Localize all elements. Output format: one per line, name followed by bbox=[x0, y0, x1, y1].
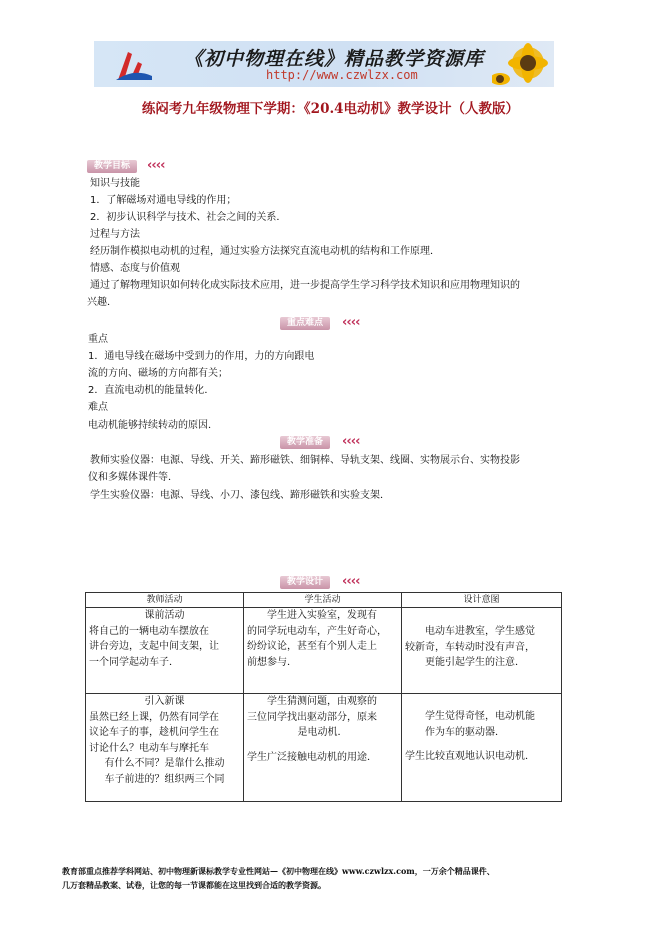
chevron-arrows-icon: ‹‹‹‹ bbox=[342, 315, 360, 330]
footer-line: 几万套精品教案、试卷，让您的每一节课都能在这里找到合适的教学资源。 bbox=[62, 880, 326, 890]
text-line: 知识与技能 bbox=[90, 178, 140, 189]
text-line: 经历制作模拟电动机的过程，通过实验方法探究直流电动机的结构和工作原理． bbox=[90, 246, 440, 257]
table-row bbox=[86, 694, 562, 802]
chevron-arrows-icon: ‹‹‹‹ bbox=[342, 434, 360, 449]
cell-line: 作为车的驱动器． bbox=[425, 726, 505, 738]
cell-line: 将自己的一辆电动车摆放在 bbox=[89, 625, 209, 637]
cell-line: 三位同学找出驱动部分，原来 bbox=[247, 711, 377, 723]
section-badge-preparation: 教学准备 bbox=[280, 436, 330, 449]
site-logo-icon bbox=[114, 46, 154, 84]
cell-line: 学生猜测问题，由观察的 bbox=[267, 696, 377, 707]
chevron-arrows-icon: ‹‹‹‹ bbox=[147, 158, 165, 173]
cell-line: 讨论什么？电动车与摩托车 bbox=[89, 742, 209, 754]
footer-line: 教育部重点推荐学科网站、初中物理新课标教学专业性网站—《初中物理在线》www.czwlzx.com，一万余个精品课件、 bbox=[62, 866, 495, 876]
cell-line: 前想参与． bbox=[247, 656, 297, 668]
student-cell bbox=[244, 694, 402, 802]
text-line: 教师实验仪器：电源、导线、开关、蹄形磁铁、细铜棒、导轨支架、线圈、实物展示台、实物投影 bbox=[90, 455, 520, 466]
column-header-teacher: 教师活动 bbox=[86, 593, 244, 608]
banner-url[interactable]: http://www.czwlzx.com bbox=[266, 68, 418, 82]
cell-line: 学生比较直观地认识电动机． bbox=[405, 751, 535, 762]
document-title: 练闷考九年级物理下学期：《20.4电动机》教学设计（人教版） bbox=[141, 101, 520, 117]
cell-line: 学生觉得奇怪，电动机能 bbox=[425, 711, 535, 722]
column-header-student: 学生活动 bbox=[244, 593, 402, 608]
text-line: 1．了解磁场对通电导线的作用； bbox=[90, 195, 237, 206]
column-header-intent: 设计意图 bbox=[402, 593, 562, 608]
cell-heading: 课前活动 bbox=[144, 610, 185, 621]
cell-line: 议论车子的事，趁机问学生在 bbox=[89, 727, 219, 738]
cell-line: 讲台旁边，支起中间支架，让 bbox=[89, 641, 219, 652]
header-banner bbox=[94, 41, 554, 87]
banner-title: 《初中物理在线》精品教学资源库 bbox=[184, 48, 485, 70]
cell-line: 较新奇，车转动时没有声音， bbox=[405, 641, 535, 653]
table-header-row bbox=[86, 593, 562, 608]
cell-line: 电动车进教室，学生感觉 bbox=[425, 626, 535, 637]
text-line: 情感、态度与价值观 bbox=[90, 263, 180, 274]
text-line: 通过了解物理知识如何转化成实际技术应用，进一步提高学生学习科学技术知识和应用物理知识的 bbox=[90, 280, 520, 291]
cell-line: 的同学玩电动车，产生好奇心， bbox=[247, 625, 387, 637]
text-line: 仪和多媒体课件等． bbox=[88, 472, 178, 483]
teacher-cell bbox=[86, 608, 244, 694]
text-line: 电动机能够持续转动的原因． bbox=[88, 420, 218, 431]
intent-cell bbox=[402, 694, 562, 802]
cell-line: 是电动机． bbox=[297, 727, 348, 738]
chevron-arrows-icon: ‹‹‹‹ bbox=[342, 574, 360, 589]
section-badge-objectives: 教学目标 bbox=[87, 160, 137, 173]
cell-line: 学生广泛接触电动机的用途． bbox=[247, 751, 377, 763]
cell-heading: 引入新课 bbox=[144, 696, 185, 707]
text-line: 2．初步认识科学与技术、社会之间的关系． bbox=[90, 212, 287, 223]
text-line: 兴趣． bbox=[87, 297, 117, 308]
text-line: 1．通电导线在磁场中受到力的作用，力的方向跟电 bbox=[88, 351, 315, 362]
cell-line: 车子前进的？组织两三个同 bbox=[104, 773, 225, 785]
table-row bbox=[86, 608, 562, 694]
sunflower-icon bbox=[492, 41, 554, 87]
text-line: 学生实验仪器：电源、导线、小刀、漆包线、蹄形磁铁和实验支架． bbox=[90, 490, 390, 501]
cell-line: 一个同学起动车子． bbox=[89, 656, 179, 668]
cell-line: 纷纷议论，甚至有个别人走上 bbox=[247, 641, 377, 652]
page-footer bbox=[62, 864, 602, 892]
teacher-cell bbox=[86, 694, 244, 802]
lesson-design-table bbox=[85, 592, 562, 802]
student-cell bbox=[244, 608, 402, 694]
text-line: 重点 bbox=[88, 334, 108, 345]
intent-cell bbox=[402, 608, 562, 694]
text-line: 过程与方法 bbox=[90, 229, 140, 240]
cell-line: 更能引起学生的注意． bbox=[425, 657, 525, 668]
text-line: 难点 bbox=[88, 402, 108, 413]
section-badge-key-points: 重点难点 bbox=[280, 317, 330, 330]
text-line: 流的方向、磁场的方向都有关； bbox=[88, 368, 228, 379]
cell-line: 学生进入实验室，发现有 bbox=[267, 610, 377, 621]
text-line: 2．直流电动机的能量转化． bbox=[88, 385, 215, 396]
cell-line: 虽然已经上课，仍然有同学在 bbox=[89, 711, 219, 723]
cell-line: 有什么不同？是靠什么推动 bbox=[104, 758, 225, 769]
section-badge-design: 教学设计 bbox=[280, 576, 330, 589]
